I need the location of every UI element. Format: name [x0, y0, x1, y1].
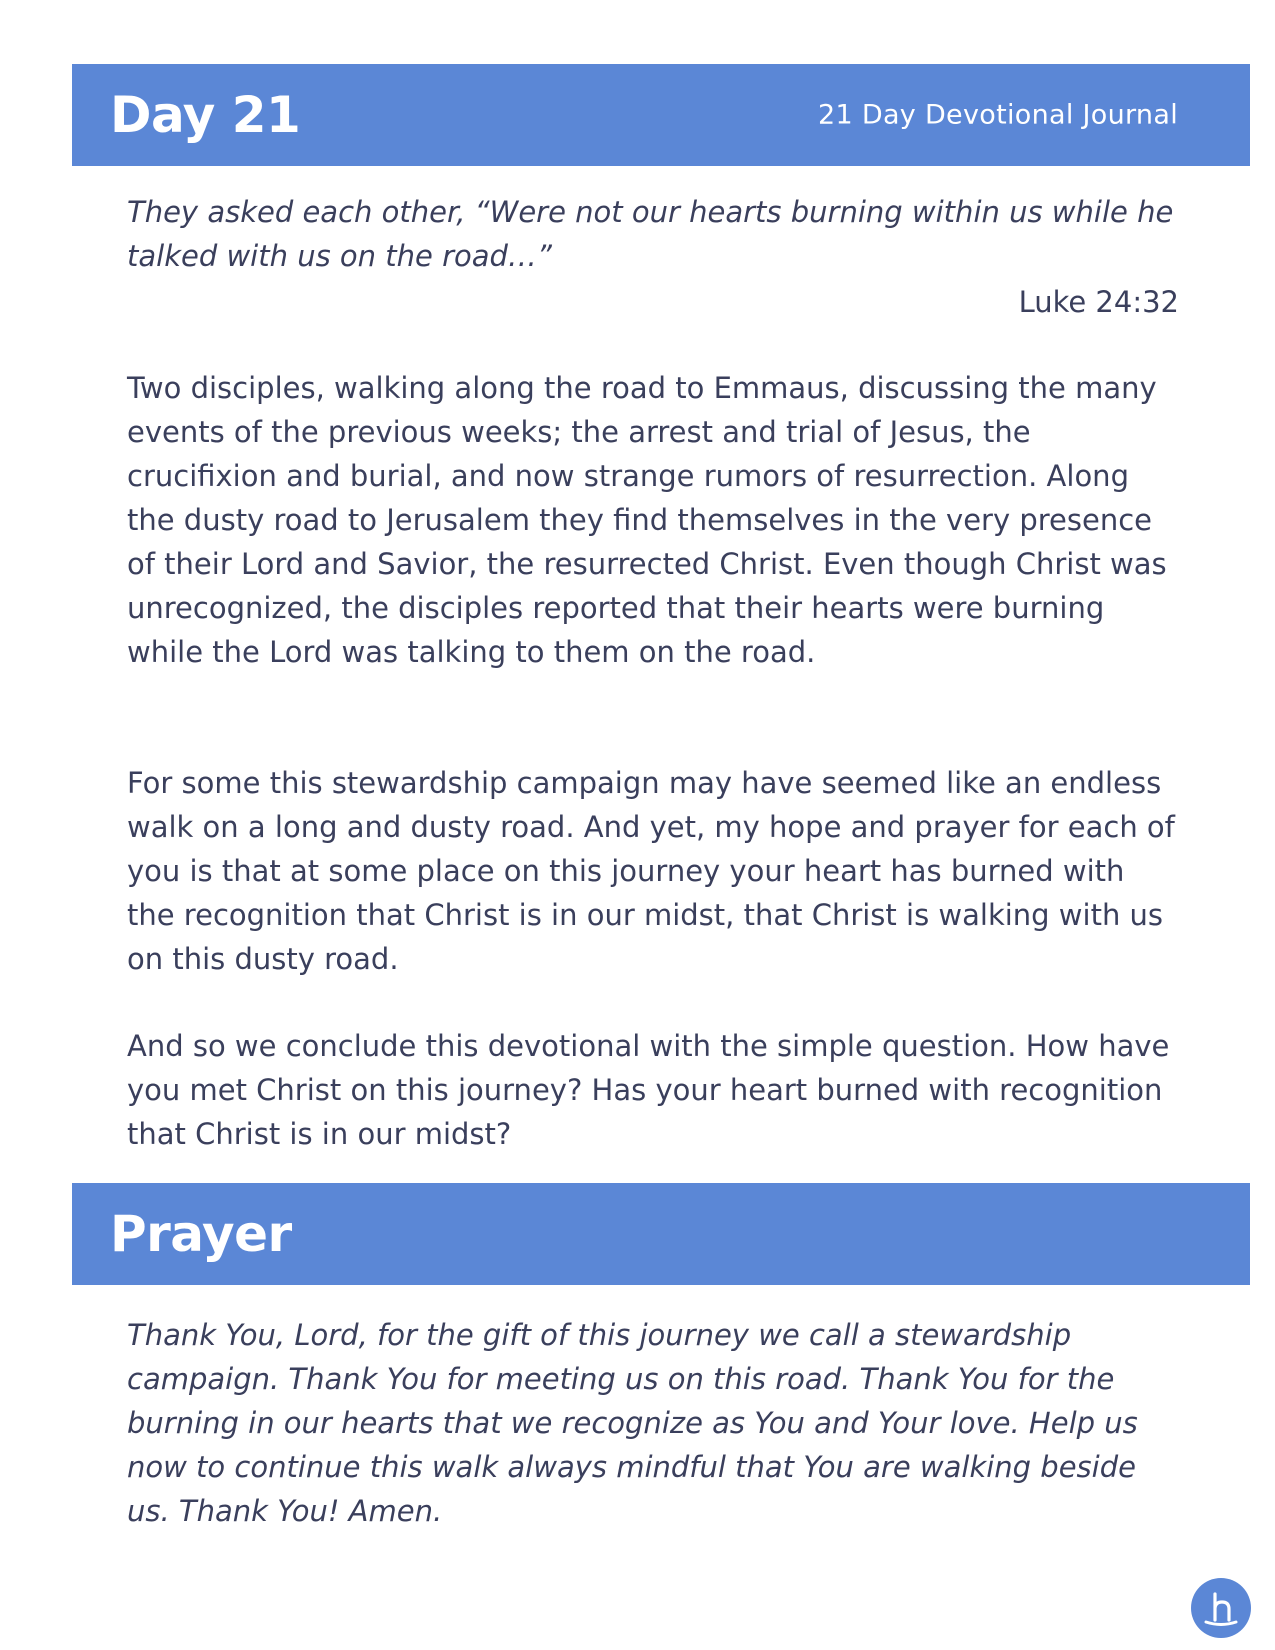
day-title: Day 21 [110, 86, 301, 144]
scripture-reference: Luke 24:32 [1018, 285, 1179, 319]
journal-title: 21 Day Devotional Journal [818, 99, 1178, 131]
h-logo-icon [1191, 1578, 1251, 1638]
scripture-verse: They asked each other, “Were not our hearts burning within us while he talked with us on the road…” [127, 195, 1174, 273]
prayer-text: Thank You, Lord, for the gift of this journey we call a stewardship campaign. Thank You for meeting us on this road. Thank You for the burning in our hearts that we recognize as You and Your love. Help us now to continue this walk always mindful that You are walking beside us. Thank You! Amen. [127, 1318, 1138, 1528]
prayer-heading: Prayer [110, 1205, 292, 1263]
prayer-header-banner [72, 1183, 1250, 1285]
devotional-paragraph-1: Two disciples, walking along the road to Emmaus, discussing the many events of the previous weeks; the arrest and trial of Jesus, the crucifixion and burial, and now strange rumors of resurrection. Along the dusty road to Jerusalem they find themselves in the very presence of their Lord and Savior, the resurrected Christ. Even though Christ was unrecognized, the disciples reported that their hearts were burning while the Lord was talking to them on the road. [127, 371, 1167, 669]
devotional-paragraph-2: For some this stewardship campaign may have seemed like an endless walk on a long and dusty road. And yet, my hope and prayer for each of you is that at some place on this journey your heart has burned with the recognition that Christ is in our midst, that Christ is walking with us on this dusty road. [127, 766, 1175, 976]
devotional-paragraph-3: And so we conclude this devotional with the simple question. How have you met Christ on this journey? Has your heart burned with recognition that Christ is in our midst? [127, 1029, 1170, 1151]
day-header-banner [72, 64, 1250, 166]
